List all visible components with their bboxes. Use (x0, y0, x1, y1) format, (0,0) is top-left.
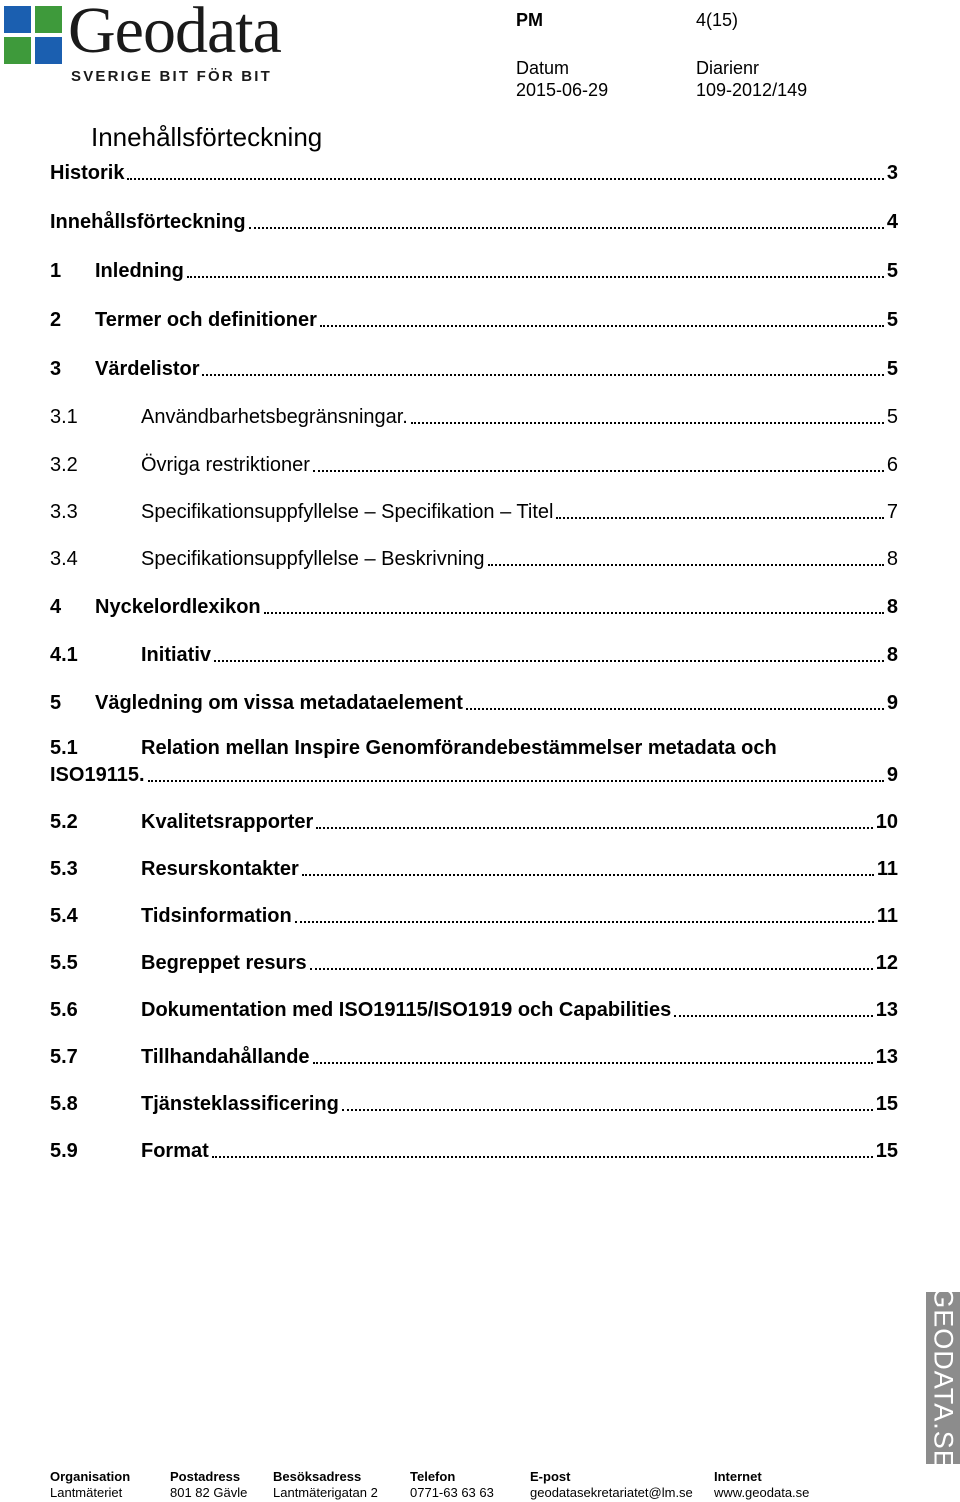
toc-entry-label: Vägledning om vissa metadataelement (95, 692, 463, 714)
toc-entry[interactable] (50, 1043, 898, 1069)
footer-value: Lantmäterigatan 2 (273, 1485, 378, 1500)
footer-column (530, 1469, 693, 1501)
logo-wordmark: Geodata (68, 0, 281, 67)
toc-entry-page: 9 (886, 692, 898, 714)
toc-entry-page: 15 (875, 1093, 898, 1115)
toc-entry-page: 4 (886, 211, 898, 233)
toc-entry-page: 8 (886, 596, 898, 618)
toc-leader-dots (187, 276, 884, 278)
toc-entry-number: 5.4 (50, 905, 78, 927)
toc-leader-dots (148, 780, 884, 782)
toc-leader-dots (556, 517, 883, 519)
toc-entry-page: 11 (876, 905, 898, 927)
toc-entry-label: Termer och definitioner (95, 309, 317, 331)
toc-entry-page: 5 (886, 309, 898, 331)
toc-entry-label: Specifikationsuppfyllelse – Specifikation – Titel (141, 501, 554, 523)
toc-entry-label: Kvalitetsrapporter (141, 811, 314, 833)
toc-heading: Innehållsförteckning (91, 122, 323, 152)
toc-entry-page: 3 (886, 162, 898, 184)
toc-leader-dots (342, 1109, 873, 1111)
toc-leader-dots (313, 470, 884, 472)
toc-entry-number: 3 (50, 358, 62, 380)
toc-entry[interactable] (50, 159, 898, 185)
toc-leader-dots (127, 178, 883, 180)
footer-column (714, 1469, 809, 1501)
toc-leader-dots (249, 227, 884, 229)
toc-entry[interactable] (50, 451, 898, 477)
toc-entry-number: 2 (50, 309, 62, 331)
toc-entry-number: 5.9 (50, 1140, 78, 1162)
toc-entry-line1[interactable] (50, 737, 898, 760)
logo-mark-icon (4, 6, 62, 64)
footer-value: 0771-63 63 63 (410, 1485, 494, 1500)
toc-entry-number: 5.7 (50, 1046, 78, 1068)
toc-entry-label: Dokumentation med ISO19115/ISO1919 och Capabilities (141, 999, 672, 1021)
toc-entry[interactable] (50, 208, 898, 234)
toc-entry-label: Historik (50, 162, 125, 184)
footer-column (273, 1469, 378, 1501)
toc-entry[interactable] (50, 545, 898, 571)
toc-entry-page: 5 (886, 406, 898, 428)
toc-entry[interactable] (50, 403, 898, 429)
toc-entry[interactable] (50, 855, 898, 881)
doc-type: PM (516, 10, 543, 30)
footer-column (50, 1469, 130, 1501)
footer-column (410, 1469, 494, 1501)
toc-entry-number: 5.6 (50, 999, 78, 1021)
footer-value: 801 82 Gävle (170, 1485, 248, 1500)
toc-entry[interactable] (50, 902, 898, 928)
geodata-se-side-logo (926, 1287, 960, 1469)
toc-leader-dots (316, 827, 872, 829)
ref-value: 109-2012/149 (696, 80, 808, 100)
toc-entry-label: Användbarhetsbegränsningar. (141, 406, 408, 428)
toc-entry[interactable] (50, 498, 898, 524)
toc-entry-page: 10 (875, 811, 898, 833)
toc-entry[interactable] (50, 996, 898, 1022)
footer-label: Besöksadress (273, 1469, 362, 1484)
toc-entry-label: Initiativ (141, 644, 212, 666)
toc-entry-number: 3.1 (50, 406, 78, 428)
date-value: 2015-06-29 (516, 80, 609, 100)
toc-leader-dots (674, 1015, 873, 1017)
ref-label: Diarienr (696, 58, 760, 78)
footer-label: Postadress (170, 1469, 241, 1484)
toc-entry-label: Tillhandahållande (141, 1046, 310, 1068)
toc-leader-dots (313, 1062, 873, 1064)
toc-entry-page: 11 (876, 858, 898, 880)
toc-entry-page: 5 (886, 358, 898, 380)
toc-entry-label: Begreppet resurs (141, 952, 307, 974)
date-label: Datum (516, 58, 570, 78)
toc-leader-dots (212, 1156, 873, 1158)
toc-entry-number: 5.1 (50, 737, 78, 759)
toc-leader-dots (264, 612, 884, 614)
toc-entry[interactable] (50, 808, 898, 834)
toc-entry-page: 13 (875, 999, 898, 1021)
toc-entry-line2[interactable] (50, 761, 898, 787)
toc-entry-page: 13 (875, 1046, 898, 1068)
toc-entry[interactable] (50, 949, 898, 975)
toc-entry-number: 3.3 (50, 501, 78, 523)
toc-entry-number: 1 (50, 260, 62, 282)
toc-entry[interactable] (50, 689, 898, 715)
toc-entry-label: Tidsinformation (141, 905, 292, 927)
toc-leader-dots (411, 422, 884, 424)
toc-entry[interactable] (50, 593, 898, 619)
logo-tagline: SVERIGE BIT FÖR BIT (71, 68, 272, 85)
toc-entry-label: Format (141, 1140, 209, 1162)
footer-label: Telefon (410, 1469, 456, 1484)
toc-entry-page: 8 (886, 644, 898, 666)
toc-entry-label: Övriga restriktioner (141, 454, 310, 476)
toc-entry-label: Nyckelordlexikon (95, 596, 261, 618)
geodata-logo (4, 0, 324, 88)
toc-entry-page: 9 (886, 764, 898, 786)
toc-entry-page: 12 (875, 952, 898, 974)
toc-entry[interactable] (50, 1090, 898, 1116)
toc-entry-label: Tjänsteklassificering (141, 1093, 339, 1115)
toc-entry-number: 4.1 (50, 644, 78, 666)
toc-leader-dots (466, 708, 884, 710)
toc-entry[interactable] (50, 306, 898, 332)
toc-entry-number: 3.4 (50, 548, 78, 570)
footer-label: E-post (530, 1469, 571, 1484)
toc-entry-label: Värdelistor (95, 358, 200, 380)
toc-entry-label: Innehållsförteckning (50, 211, 246, 233)
toc-leader-dots (488, 564, 884, 566)
toc-entry-page: 7 (886, 501, 898, 523)
footer-label: Organisation (50, 1469, 131, 1484)
toc-leader-dots (302, 874, 874, 876)
toc-entry-label: Resurskontakter (141, 858, 299, 880)
toc-entry-label: Inledning (95, 260, 184, 282)
toc-entry-label: Relation mellan Inspire Genomförandebestämmelser metadata och (141, 737, 777, 759)
toc-entry-label: Specifikationsuppfyllelse – Beskrivning (141, 548, 485, 570)
toc-leader-dots (214, 660, 884, 662)
toc-entry[interactable] (50, 641, 898, 667)
page-number: 4(15) (696, 10, 739, 30)
footer-value: Lantmäteriet (50, 1485, 123, 1500)
toc-entry-page: 15 (875, 1140, 898, 1162)
toc-entry-page: 6 (886, 454, 898, 476)
toc-entry-number: 3.2 (50, 454, 78, 476)
toc-entry-page: 5 (886, 260, 898, 282)
toc-entry[interactable] (50, 1137, 898, 1163)
toc-entry-page: 8 (886, 548, 898, 570)
toc-leader-dots (320, 325, 884, 327)
toc-entry[interactable] (50, 257, 898, 283)
toc-leader-dots (295, 921, 874, 923)
toc-entry-number: 5.2 (50, 811, 78, 833)
footer-column (170, 1469, 247, 1501)
toc-entry-number: 5.3 (50, 858, 78, 880)
toc-entry-number: 4 (50, 596, 62, 618)
toc-entry-number: 5.5 (50, 952, 78, 974)
toc-entry-number: 5.8 (50, 1093, 78, 1115)
side-logo-text: GEODATA.SE (928, 1287, 959, 1469)
footer-label: Internet (714, 1469, 762, 1484)
footer-value[interactable]: geodatasekretariatet@lm.se (530, 1485, 693, 1500)
toc-leader-dots (202, 374, 883, 376)
toc-entry[interactable] (50, 355, 898, 381)
toc-entry-number: 5 (50, 692, 62, 714)
footer-value[interactable]: www.geodata.se (714, 1485, 810, 1500)
toc-entry-label-cont: ISO19115. (50, 764, 145, 786)
toc-leader-dots (310, 968, 873, 970)
